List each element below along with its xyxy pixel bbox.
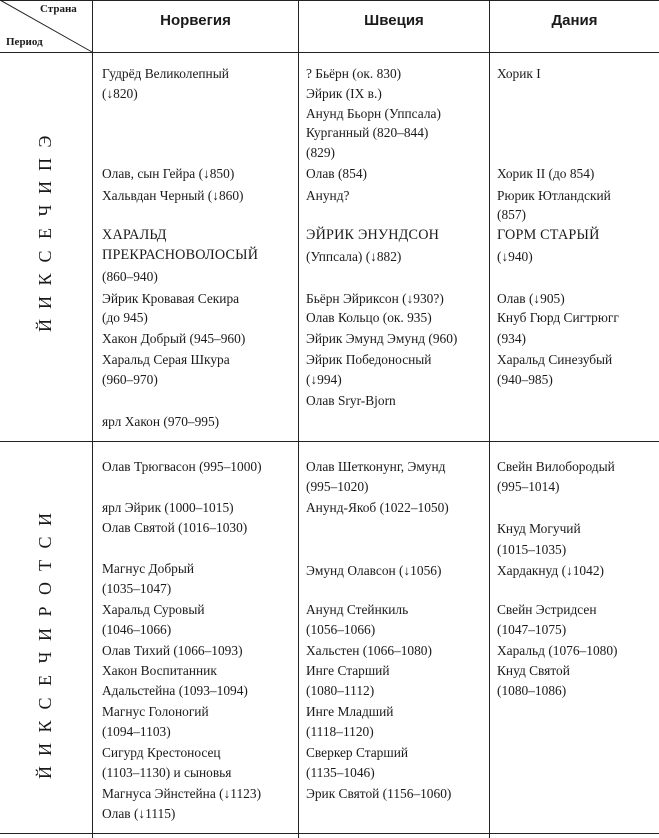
ruler-entry: ХАРАЛЬД	[102, 227, 167, 243]
ruler-entry: ЭЙРИК ЭНУНДСОН	[306, 227, 440, 243]
ruler-entry: Инге Младший	[306, 704, 394, 719]
ruler-entry: Свейн Эстридсен	[497, 602, 597, 617]
period-column-divider	[92, 0, 93, 838]
ruler-entry: Рюрик Ютландский	[497, 188, 611, 203]
ruler-entry: Олав (↓905)	[497, 291, 565, 306]
ruler-entry: (1118–1120)	[306, 724, 374, 739]
ruler-entry: (1047–1075)	[497, 622, 567, 637]
ruler-entry: Бьёрн Эйриксон (↓930?)	[306, 291, 444, 306]
corner-period-label: Период	[6, 36, 43, 48]
ruler-entry: Олав Святой (1016–1030)	[102, 520, 248, 535]
ruler-entry: Кнуд Могучий	[497, 521, 581, 536]
ruler-entry: Хорик II (до 854)	[497, 166, 595, 181]
ruler-entry: (↓940)	[497, 249, 533, 264]
ruler-entry: Олав Трюгвасон (995–1000)	[102, 459, 262, 474]
ruler-entry: ПРЕКРАСНОВОЛОСЫЙ	[102, 247, 259, 263]
ruler-entry: Анунд Стейнкиль	[306, 602, 409, 617]
ruler-entry: (1035–1047)	[102, 581, 172, 596]
ruler-entry: Магнус Голоногий	[102, 704, 209, 719]
ruler-entry: Харальд Синезубый	[497, 352, 613, 367]
ruler-entry: Эрик Святой (1156–1060)	[306, 786, 452, 801]
ruler-entry: Сверкер Старший	[306, 745, 409, 760]
table-bottom-border	[0, 833, 659, 834]
ruler-entry: (↓820)	[102, 86, 138, 101]
ruler-entry: Эйрик Победоносный	[306, 352, 432, 367]
ruler-entry: Харальд (1076–1080)	[497, 643, 618, 658]
sweden-denmark-divider	[489, 0, 490, 838]
table-top-border	[0, 0, 659, 1]
ruler-entry: (860–940)	[102, 269, 158, 284]
ruler-entry: Инге Старший	[306, 663, 390, 678]
ruler-entry: Эйрик Кровавая Секира	[102, 291, 240, 306]
ruler-entry: Хальстен (1066–1080)	[306, 643, 432, 658]
ruler-entry: Олав (↓1115)	[102, 806, 176, 821]
ruler-entry: (940–985)	[497, 372, 553, 387]
ruler-entry: (1080–1112)	[306, 683, 375, 698]
ruler-entry: (1080–1086)	[497, 683, 567, 698]
period-divider	[0, 441, 659, 442]
ruler-entry: Курганный (820–844)	[306, 125, 429, 140]
ruler-entry: Эмунд Олавсон (↓1056)	[306, 563, 442, 578]
corner-country-label: Страна	[40, 3, 77, 15]
ruler-entry: Олав Шетконунг, Эмунд	[306, 459, 446, 474]
ruler-entry: (1015–1035)	[497, 542, 567, 557]
ruler-entry: (1103–1130) и сыновья	[102, 765, 232, 780]
ruler-entry: Олав (854)	[306, 166, 367, 181]
ruler-entry: ? Бьёрн (ок. 830)	[306, 66, 402, 81]
ruler-entry: Хардакнуд (↓1042)	[497, 563, 604, 578]
header-denmark: Дания	[551, 12, 598, 29]
ruler-entry: (1046–1066)	[102, 622, 172, 637]
ruler-entry: Гудрёд Великолепный	[102, 66, 229, 81]
header-divider	[0, 52, 659, 53]
ruler-entry: Хальвдан Черный (↓860)	[102, 188, 244, 203]
ruler-entry: Хакон Воспитанник	[102, 663, 217, 678]
ruler-entry: Олав Sryr-Bjorn	[306, 393, 396, 408]
ruler-entry: (Уппсала) (↓882)	[306, 249, 402, 264]
ruler-entry: (857)	[497, 207, 527, 222]
ruler-entry: Харальд Суровый	[102, 602, 205, 617]
ruler-entry: (до 945)	[102, 310, 148, 325]
ruler-entry: Олав Тихий (1066–1093)	[102, 643, 243, 658]
period-historic-label: И С Т О Р И Ч Е С К И Й	[35, 513, 55, 779]
ruler-entry: (1056–1066)	[306, 622, 376, 637]
ruler-entry: Кнуб Гюрд Сигтрюгг	[497, 310, 619, 325]
ruler-entry: (1135–1046)	[306, 765, 375, 780]
ruler-entry: ярл Эйрик (1000–1015)	[102, 500, 234, 515]
ruler-entry: Сигурд Крестоносец	[102, 745, 221, 760]
ruler-entry: (829)	[306, 145, 336, 160]
ruler-entry: (934)	[497, 331, 527, 346]
norway-sweden-divider	[298, 0, 299, 838]
ruler-entry: (960–970)	[102, 372, 158, 387]
ruler-entry: (995–1020)	[306, 479, 369, 494]
ruler-entry: (1094–1103)	[102, 724, 171, 739]
ruler-entry: ярл Хакон (970–995)	[102, 414, 220, 429]
ruler-entry: Эйрик (IX в.)	[306, 86, 382, 101]
ruler-entry: Олав Кольцо (ок. 935)	[306, 310, 432, 325]
period-epic-label: Э П И Ч Е С К И Й	[35, 135, 55, 332]
ruler-entry: Анунд Бьорн (Уппсала)	[306, 106, 441, 121]
ruler-entry: Магнуса Эйнстейна (↓1123)	[102, 786, 262, 801]
ruler-entry: Харальд Серая Шкура	[102, 352, 230, 367]
ruler-entry: Эйрик Эмунд Эмунд (960)	[306, 331, 458, 346]
ruler-entry: (↓994)	[306, 372, 342, 387]
ruler-entry: Адальстейна (1093–1094)	[102, 683, 248, 698]
header-norway: Норвегия	[160, 12, 231, 29]
header-sweden: Швеция	[364, 12, 424, 29]
ruler-entry: Магнус Добрый	[102, 561, 194, 576]
ruler-entry: (995–1014)	[497, 479, 560, 494]
ruler-entry: Анунд-Якоб (1022–1050)	[306, 500, 449, 515]
ruler-entry: Олав, сын Гейра (↓850)	[102, 166, 235, 181]
ruler-entry: Анунд?	[306, 188, 350, 203]
ruler-entry: Хакон Добрый (945–960)	[102, 331, 246, 346]
ruler-entry: Хорик I	[497, 66, 541, 81]
ruler-entry: Кнуд Святой	[497, 663, 570, 678]
ruler-entry: Свейн Вилобородый	[497, 459, 615, 474]
ruler-entry: ГОРМ СТАРЫЙ	[497, 227, 600, 243]
